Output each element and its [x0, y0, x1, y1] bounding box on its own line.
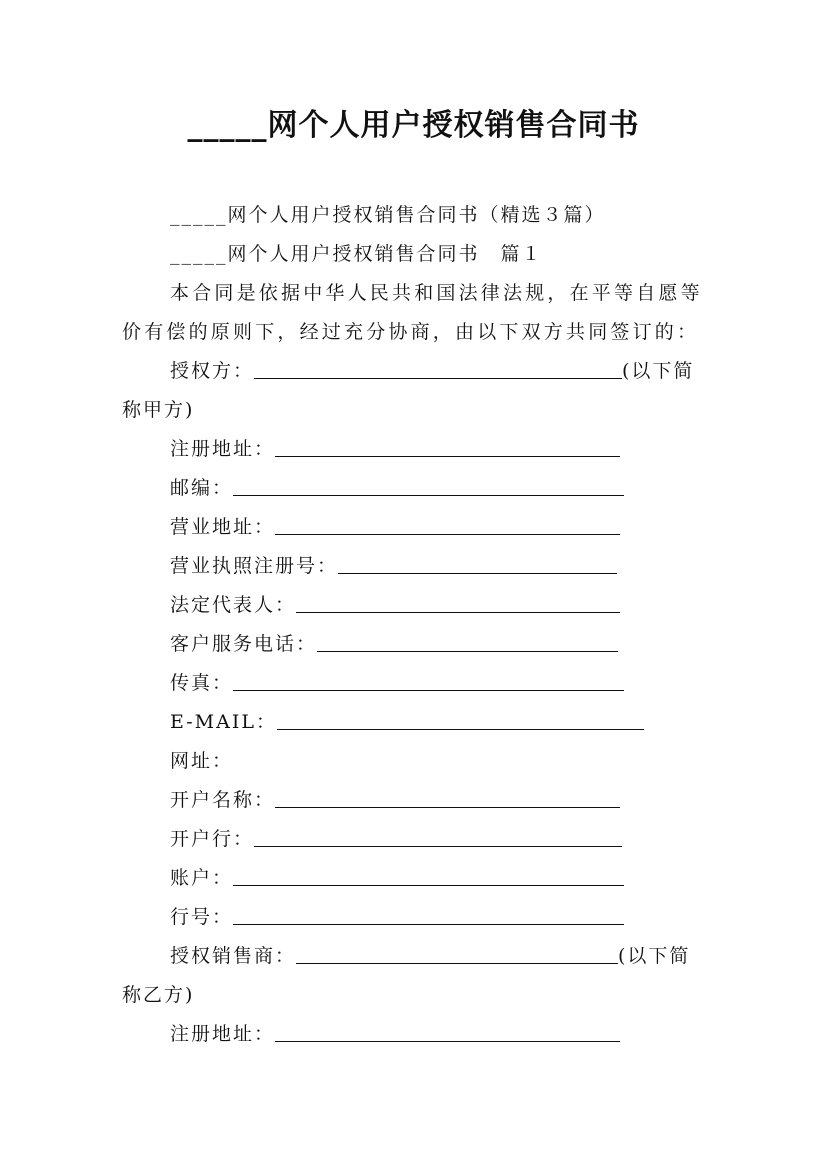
field-row-license-number [170, 551, 617, 578]
field-blank[interactable] [275, 1023, 620, 1042]
field-row-website [170, 746, 233, 773]
field-label: 法定代表人： [170, 594, 297, 616]
field-row-account-name [170, 785, 620, 812]
field-blank[interactable] [233, 906, 624, 925]
field-label: E-MAIL： [170, 711, 277, 733]
party-b-row [170, 941, 690, 968]
field-blank[interactable] [296, 594, 620, 613]
field-blank[interactable] [233, 867, 624, 886]
field-row-fax [170, 668, 624, 695]
field-label: 网址： [170, 750, 234, 772]
field-row-registered-address-a [170, 434, 620, 461]
section-heading: _____网个人用户授权销售合同书 篇１ [170, 243, 543, 265]
party-a-label: 授权方： [170, 360, 255, 382]
party-b-blank[interactable] [296, 945, 618, 964]
field-row-account [170, 863, 624, 890]
field-blank[interactable] [275, 789, 620, 808]
field-label: 客户服务电话： [170, 633, 318, 655]
field-label: 开户行： [170, 828, 255, 850]
field-blank[interactable] [317, 633, 618, 652]
field-row-registered-address-b [170, 1019, 620, 1046]
party-b-suffix: (以下简 [618, 945, 691, 967]
document-subtitle: _____网个人用户授权销售合同书（精选３篇） [170, 204, 606, 226]
field-label: 开户名称： [170, 789, 276, 811]
field-row-customer-service-phone [170, 629, 618, 656]
field-row-bank-code [170, 902, 624, 929]
field-row-bank [170, 824, 622, 851]
intro-paragraph-line-2: 价有偿的原则下，经过充分协商，由以下双方共同签订的： [122, 321, 700, 343]
page-title: _____网个人用户授权销售合同书 [187, 108, 640, 143]
party-a-row [170, 356, 694, 383]
field-row-legal-representative [170, 590, 620, 617]
party-a-blank[interactable] [254, 360, 622, 379]
field-label: 营业执照注册号： [170, 555, 339, 577]
party-b-continuation: 称乙方) [122, 984, 195, 1006]
field-blank[interactable] [233, 477, 624, 496]
field-blank[interactable] [254, 828, 622, 847]
field-row-postcode [170, 473, 624, 500]
field-label: 营业地址： [170, 516, 276, 538]
field-label: 注册地址： [170, 1023, 276, 1045]
field-label: 行号： [170, 906, 234, 928]
field-label: 账户： [170, 867, 234, 889]
intro-paragraph-line-1: 本合同是依据中华人民共和国法律法规，在平等自愿等 [170, 282, 703, 304]
field-label: 邮编： [170, 477, 234, 499]
field-blank[interactable] [275, 438, 620, 457]
party-a-continuation: 称甲方) [122, 399, 195, 421]
field-blank[interactable] [338, 555, 617, 574]
field-label: 注册地址： [170, 438, 276, 460]
field-label: 传真： [170, 672, 234, 694]
field-row-business-address [170, 512, 620, 539]
field-row-email [170, 707, 644, 734]
party-a-suffix: (以下简 [622, 360, 695, 382]
party-b-label: 授权销售商： [170, 945, 297, 967]
field-blank[interactable] [275, 516, 620, 535]
field-blank[interactable] [233, 672, 624, 691]
field-blank[interactable] [277, 711, 644, 730]
